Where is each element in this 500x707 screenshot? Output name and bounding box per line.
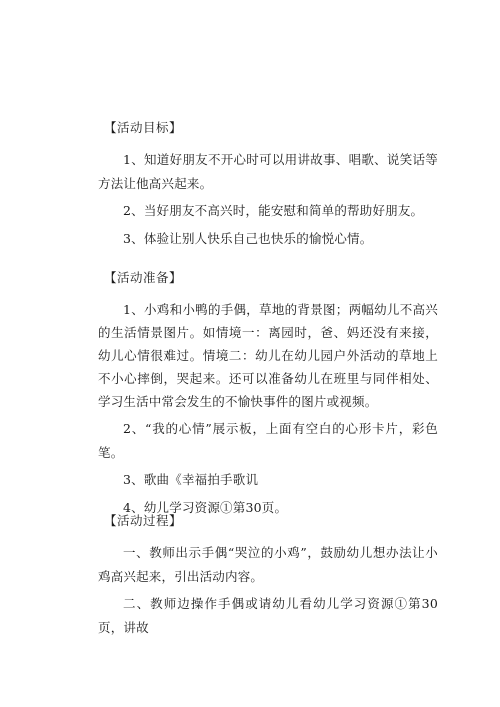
section-activity-process xyxy=(98,513,438,643)
process-item-2: 二、教师边操作手偶或请幼儿看幼儿学习资源①第30页，讲故 xyxy=(98,596,438,635)
section-heading: 【活动准备】 xyxy=(104,270,183,285)
prep-item-4: 4、幼儿学习资源①第30页。 xyxy=(123,499,288,515)
process-item-1: 一、教师出示手偶“哭泣的小鸡”，鼓励幼儿想办法让小鸡高兴起来，引出活动内容。 xyxy=(98,545,438,584)
section-activity-goals xyxy=(98,120,438,254)
goal-item-1: 1、知道好朋友不开心时可以用讲故事、唱歌、说笑话等方法让他高兴起来。 xyxy=(98,152,438,191)
goal-item-3: 3、体验让别人快乐自己也快乐的愉悦心情。 xyxy=(123,230,373,246)
section-heading: 【活动目标】 xyxy=(104,120,183,135)
goal-item-2: 2、当好朋友不高兴时，能安慰和简单的帮助好朋友。 xyxy=(123,203,424,218)
section-activity-preparation xyxy=(98,270,438,523)
prep-item-3: 3、歌曲《幸福拍手歌讥 xyxy=(123,472,259,487)
prep-item-2: 2、“我的心情”展示板，上面有空白的心形卡片，彩色笔。 xyxy=(98,421,438,460)
section-heading: 【活动过程】 xyxy=(104,513,183,528)
prep-item-1: 1、小鸡和小鸭的手偶，草地的背景图；两幅幼儿不高兴的生活情景图片。如情境一：离园时，爸、妈还没有来接，幼儿心情很难过。情境二：幼儿在幼儿园户外活动的草地上不小心摔倒，哭起来。还可以准备幼儿在班里与同伴相处、学习生活中常会发生的不愉快事件的图片或视频。 xyxy=(98,302,438,409)
